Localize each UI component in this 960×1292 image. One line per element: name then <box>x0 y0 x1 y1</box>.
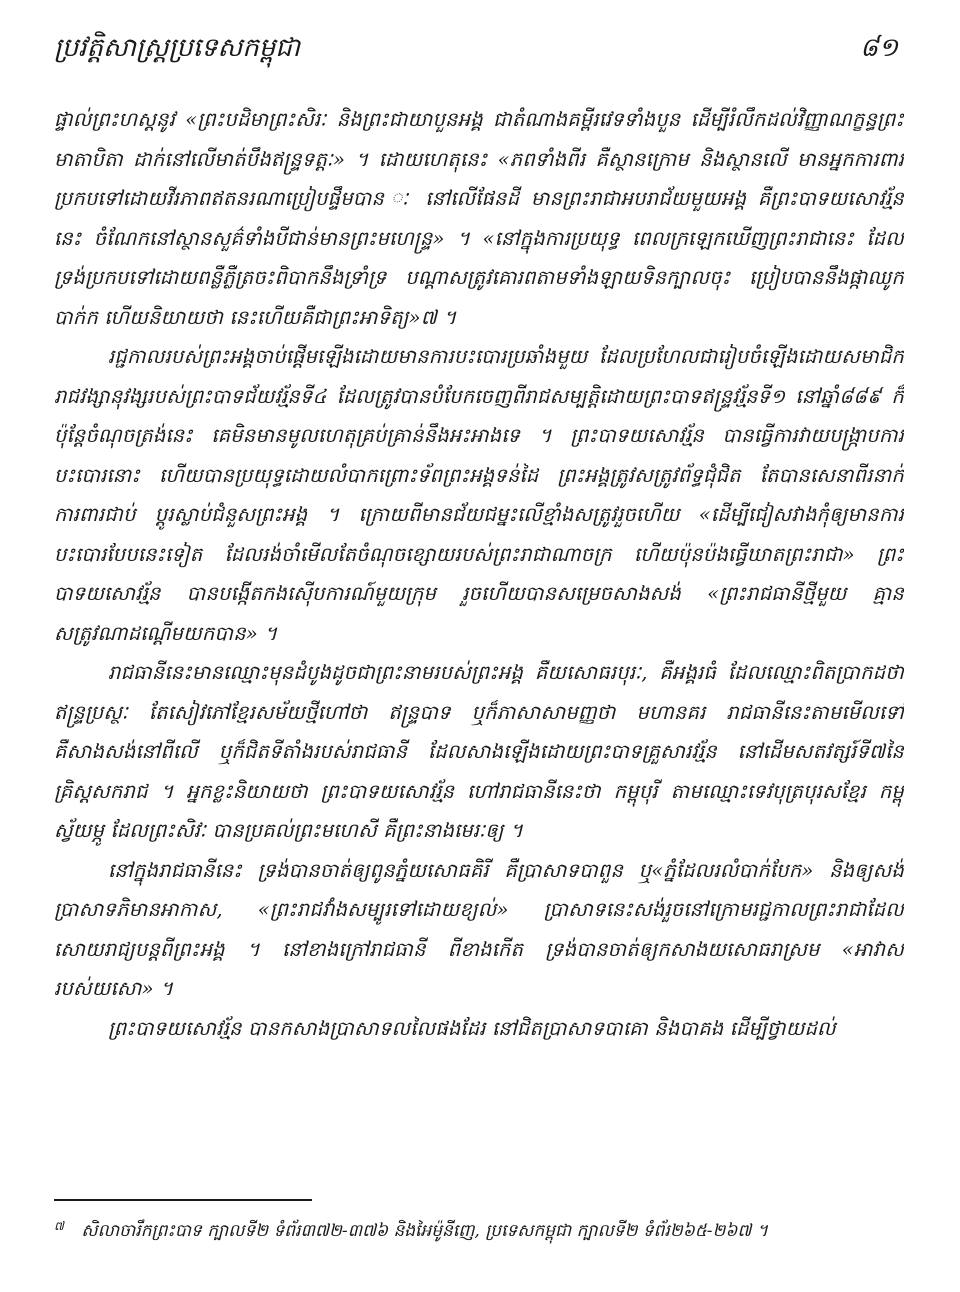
paragraph: នៅក្នុងរាជធានីនេះ ទ្រង់បានចាត់ឲ្យពូនភ្នំយសោធគិរី គឺប្រាសាទបាពួន ឬ«ភ្នំដែលរលំបាក់បែក» និងឲ្យសង់ប្រាសាទភិមានអាកាស, «ព្រះរាជវាំងសម្បូរទៅដោយខ្យល់» ប្រាសាទនេះសង់រួចនៅក្រោមរជ្ជកាលព្រះរាជាដែលសោយរាជ្យបន្តពីព្រះអង្គ ។ នៅខាងក្រៅរាជធានី ពីខាងកើត ទ្រង់បានចាត់ឲ្យកសាងយសោធរាស្រម «អាវាសរបស់យសោ» ។ <box>54 858 904 1000</box>
page-number: ៨១ <box>859 33 898 63</box>
paragraph: ផ្ទាល់ព្រះហស្តនូវ «ព្រះបដិមាព្រះសិរៈ និងព្រះជាយាបួនអង្គ ជាតំណាងគម្ពីរវេទទាំងបួន ដើម្បីរំលឹកដល់វិញ្ញាណក្ខន្ធព្រះមាតាបិតា ដាក់នៅលើមាត់បឹងឥន្ទ្រទត្តៈ» ។ ដោយហេតុនេះ «ភពទាំងពីរ គឺស្ថានក្រោម និងស្ថានលើ មានអ្នកការពារប្រកបទៅដោយវីរភាពឥតនរណាប្រៀបផ្ទឹមបាន ៈ នៅលើផែនដី មានព្រះរាជាអបរាជ័យមួយអង្គ គឺព្រះបាទយសោវរ្ម័ននេះ ចំណែកនៅស្ថានសួគ៌ទាំងបីជាន់មានព្រះមហេន្ទ្រ» ។ «នៅក្នុងការប្រយុទ្ធ ពេលក្រឡេកឃើញព្រះរាជានេះ ដែលទ្រង់ប្រកបទៅដោយពន្លឺភ្លឺត្រចះពិបាកនឹងទ្រាំទ្រ បណ្តាសត្រូវគោរពតាមទាំងឡាយទិនក្បាលចុះ ប្រៀបបាននឹងផ្កាឈូកបាក់ក ហើយនិយាយថា នេះហើយគឺជាព្រះអាទិត្យ»៧ ។ <box>54 108 904 329</box>
footnote <box>54 1216 904 1246</box>
paragraph: រាជធានីនេះមានឈ្មោះមុនដំបូងដូចជាព្រះនាមរបស់ព្រះអង្គ គឺយសោធរបុរៈ, គឺអង្គរធំ ដែលឈ្មោះពិតប្រាកដថា ឥន្ទ្រប្រស្ថៈ តែសៀវភៅខ្មែរសម័យថ្មីហៅថា ឥន្ទ្របាទ ឬក៏ភាសាសាមញ្ញថា មហានគរ រាជធានីនេះតាមមើលទៅ គឺសាងសង់នៅពីលើ ឬក៏ជិតទីតាំងរបស់រាជធានី ដែលសាងឡើងដោយព្រះបាទគ្រួសារវរ្ម័ន នៅដើមសតវត្សរ៍ទី៧នៃគ្រិស្តសករាជ ។ អ្នកខ្លះនិយាយថា ព្រះបាទយសោវរ្ម័ន ហៅរាជធានីនេះថា កម្ពុបុរី តាមឈ្មោះទេវបុត្របុរសខ្មែរ កម្ពុស្វ័យម្ភូ ដែលព្រះសិវៈ បានប្រគល់ព្រះមហេសី គឺព្រះនាងមេរៈឲ្យ ។ <box>54 661 904 842</box>
paragraph: រជ្ជកាលរបស់ព្រះអង្គចាប់ផ្តើមឡើងដោយមានការបះបោរប្រឆាំងមួយ ដែលប្រហែលជារៀបចំឡើងដោយសមាជិករាជវង្សានុវង្សរបស់ព្រះបាទជ័យវរ្ម័នទី៤ ដែលត្រូវបានបំបែកចេញពីរាជសម្បត្តិដោយព្រះបាទឥន្ទ្រវរ្ម័នទី១ នៅឆ្នាំ៨៨៩ ក៏ប៉ុន្តែចំណុចត្រង់នេះ គេមិនមានមូលហេតុគ្រប់គ្រាន់នឹងអះអាងទេ ។ ព្រះបាទយសោវរ្ម័ន បានធ្វើការវាយបង្ក្រាបការបះបោរនោះ ហើយបានប្រយុទ្ធដោយលំបាកព្រោះទ័ពព្រះអង្គទន់ដៃ ព្រះអង្គត្រូវសត្រូវព័ទ្ធជុំជិត តែបានសេនាពីរនាក់ការពារជាប់ ប្តូរស្លាប់ជំនួសព្រះអង្គ ។ ក្រោយពីមានជ័យជម្នះលើខ្មាំងសត្រូវរួចហើយ «ដើម្បីជៀសវាងកុំឲ្យមានការបះបោរបែបនេះទៀត ដែលរង់ចាំមើលតែចំណុចខ្សោយរបស់ព្រះរាជាណាចក្រ ហើយប៉ុនប៉ងធ្វើឃាតព្រះរាជា» ព្រះបាទយសោវរ្ម័ន បានបង្កើតកងស៊ើបការណ៍មួយក្រុម រួចហើយបានសម្រេចសាងសង់ «ព្រះរាជធានីថ្មីមួយ គ្មានសត្រូវណាដណ្តើមយកបាន» ។ <box>54 345 904 645</box>
paragraph: ព្រះបាទយសោវរ្ម័ន បានកសាងប្រាសាទលលៃផងដែរ នៅជិតប្រាសាទបាគោ និងបាគង ដើម្បីថ្វាយដល់ <box>108 1016 836 1040</box>
footnote-marker: ៧ <box>54 1219 64 1233</box>
running-title: ប្រវត្តិសាស្ត្រប្រទេសកម្ពុជា <box>54 33 301 63</box>
footnote-text: សិលាចារឹកព្រះបាទ ក្បាលទី២ ទំព័រ៣៧២-៣៧៦ និងអៃម៉ូនីញេ, ប្រទេសកម្ពុជា ក្បាលទី២ ទំព័រ២៦៥-២៦៧ ។ <box>81 1221 768 1241</box>
footnote-divider <box>54 1199 312 1201</box>
body-text <box>54 100 904 1150</box>
page-header <box>54 28 898 68</box>
